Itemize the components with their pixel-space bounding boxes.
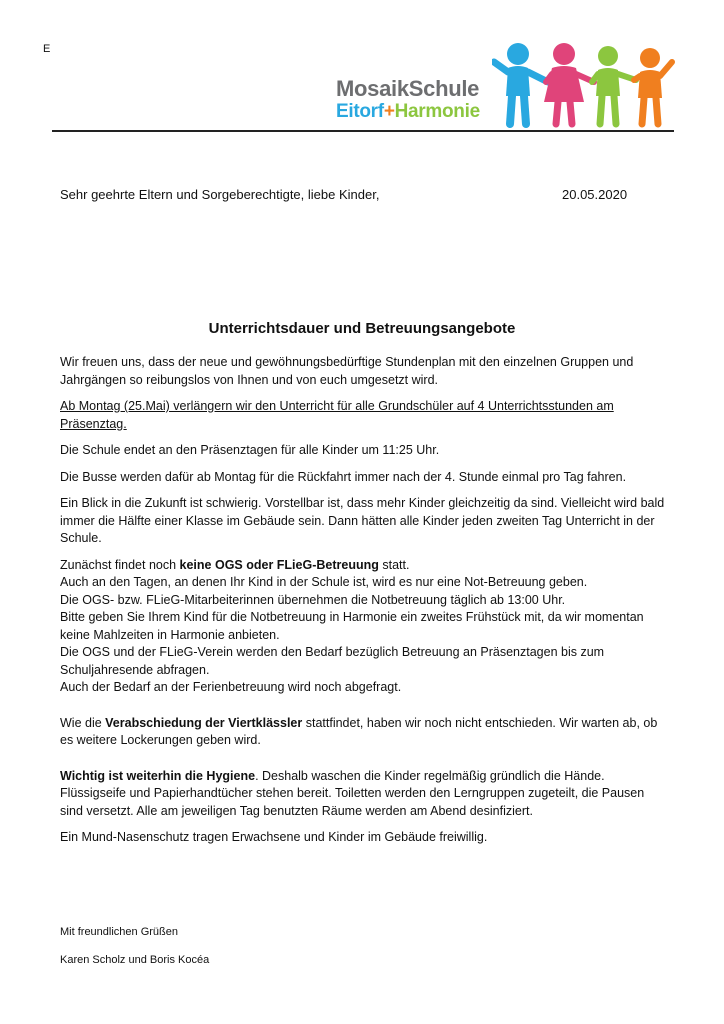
paragraph-schulende: Die Schule endet an den Präsenztagen für alle Kinder um 11:25 Uhr. [60,443,440,457]
school-logo-text [336,78,480,121]
logo-harmonie: Harmonie [394,101,480,122]
paragraph-stundenplan: Wir freuen uns, dass der neue und gewöhnungsbedürftige Stundenplan mit den einzelnen Gruppen und Jahrgängen so reibungslos von Ihnen und von euch umgesetzt wird. [60,355,634,387]
paragraph-zukunft: Ein Blick in die Zukunft ist schwierig. Vorstellbar ist, dass mehr Kinder gleichzeitig da sind. Vielleicht wird bald immer die Hälfte einer Klasse im Gebäude sein. Dann hätten alle Kinder jeden zweiten Tag Unterricht in der Schule. [60,496,665,545]
betreuung-line-5: Die OGS und der FLieG-Verein werden den Bedarf bezüglich Betreuung an Präsenztagen bis zum Schuljahresende abfragen. [60,645,605,677]
betreuung-line-6: Auch der Bedarf an der Ferienbetreuung wird noch abgefragt. [60,680,402,694]
letter-date: 20.05.2020 [562,187,628,202]
betreuung-bold: keine OGS oder FLieG-Betreuung [179,557,379,572]
paragraph-unterricht-verlaengerung: Ab Montag (25.Mai) verlängern wir den Unterricht für alle Grundschüler auf 4 Unterrichtsstunden am Präsenztag. [60,399,614,431]
paragraph-mundschutz: Ein Mund-Nasenschutz tragen Erwachsene und Kinder im Gebäude freiwillig. [60,830,488,844]
paragraph-betreuung [60,557,670,697]
paragraph-verabschiedung [60,715,670,750]
blue-child-figure [494,43,548,124]
paragraph-busse: Die Busse werden dafür ab Montag für die Rückfahrt immer nach der 4. Stunde einmal pro Tag fahren. [60,469,627,484]
betreuung-post: statt. [378,557,410,572]
hygiene-bold: Wichtig ist weiterhin die Hygiene [60,768,256,783]
verabschiedung-bold: Verabschiedung der Viertklässler [105,715,303,730]
hygiene-post: . Deshalb waschen die Kinder regelmäßig gründlich die Hände. Flüssigseife und Papierhandtücher stehen bereit. Toiletten werden den Lerngruppen zugeteilt, die Pausen sind versetzt. Alle am jeweiligen Tag benutzten Räume werden am Abend desinfiziert. [60,768,645,818]
verabschiedung-post: stattfindet, haben wir noch nicht entschieden. Wir warten ab, ob es weitere Lockerungen geben wird. [60,715,658,747]
salutation: Sehr geehrte Eltern und Sorgeberechtigte, liebe Kinder, [60,187,380,202]
pink-child-figure [544,43,594,124]
signature: Karen Scholz und Boris Kocéa [60,954,210,966]
green-child-figure [592,46,636,124]
orange-child-figure [634,48,672,124]
header-divider [52,130,674,132]
logo-eitorf: Eitorf [336,101,384,122]
logo-plus: + [383,101,395,122]
closing-greeting: Mit freundlichen Grüßen [60,926,178,938]
corner-mark: E [43,43,51,55]
page-title: Unterrichtsdauer und Betreuungsangebote [208,320,516,337]
logo-line-mosaikschule: MosaikSchule [336,76,480,101]
verabschiedung-pre: Wie die [60,715,106,730]
betreuung-line-3: Die OGS- bzw. FLieG-Mitarbeiterinnen übernehmen die Notbetreuung täglich ab 13:00 Uhr. [60,592,566,607]
logo-line-locations [336,102,480,121]
children-logo-icon [492,40,676,128]
letter-body [60,354,670,856]
betreuung-pre: Zunächst findet noch [60,557,180,572]
betreuung-line-4: Bitte geben Sie Ihrem Kind für die Notbetreuung in Harmonie ein zweites Frühstück mit, da wir momentan keine Mahlzeiten in Harmonie anbieten. [60,610,644,642]
betreuung-line-2: Auch an den Tagen, an denen Ihr Kind in der Schule ist, wird es nur eine Not-Betreuung geben. [60,575,588,589]
paragraph-hygiene [60,768,670,821]
